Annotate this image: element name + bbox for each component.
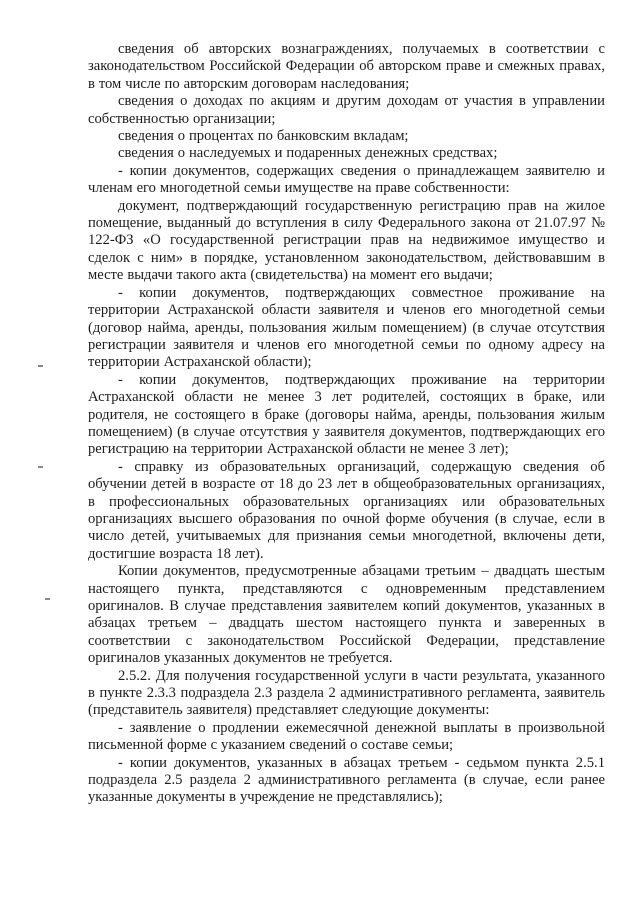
margin-mark — [38, 466, 43, 468]
paragraph-document-copies: - копии документов, указанных в абзацах третьем - седьмом пункта 2.5.1 подраздела 2.5 раздела 2 административного регламента (в случае, если ранее указанные документы в учреждение не представлялись); — [88, 754, 605, 806]
paragraph-three-year-residence: - копии документов, подтверждающих проживание на территории Астраханской области не менее 3 лет родителей, состоящих в браке, или родителя, не состоящего в браке (договоры найма, аренды, пользования жилым помещением) (в случае отсутствия у заявителя документов, подтверждающих его регистрацию на территории Астраханской области не менее 3 лет); — [88, 371, 605, 458]
paragraph-section-2-5-2: 2.5.2. Для получения государственной услуги в части результата, указанного в пункте 2.3.3 подраздела 2.3 раздела 2 административного регламента, заявитель (представитель заявителя) представляет следующие документы: — [88, 667, 605, 719]
margin-mark — [45, 598, 50, 600]
paragraph-copies-originals: Копии документов, предусмотренные абзацами третьим – двадцать шестым настоящего пункта, представляются с одновременным представлением оригиналов. В случае представления заявителем копий документов, указанных в абзацах третьем – двадцать шестом настоящего пункта и заверенных в соответствии с законодательством Российской Федерации, представление оригиналов указанных документов не требуется. — [88, 563, 605, 667]
paragraph-education-certificate: - справку из образовательных организаций, содержащую сведения об обучении детей в возрасте от 18 до 23 лет в общеобразовательных организациях, в профессиональных образовательных организациях или образовательных организациях высшего образования по очной форме обучения (в случае, если в число детей, учитываемых для признания семьи многодетной, включены дети, достигшие возраста 18 лет). — [88, 458, 605, 562]
paragraph-share-income: сведения о доходах по акциям и другим доходам от участия в управлении собственностью организации; — [88, 93, 605, 127]
paragraph-extension-application: - заявление о продлении ежемесячной денежной выплаты в произвольной письменной форме с указанием сведений о составе семьи; — [88, 719, 605, 754]
document-body — [88, 41, 605, 807]
paragraph-property-documents: - копии документов, содержащих сведения о принадлежащем заявителю и членам его многодетной семьи имуществе на праве собственности: — [88, 162, 605, 197]
margin-mark — [38, 365, 43, 367]
paragraph-author-fees: сведения об авторских вознаграждениях, получаемых в соответствии с законодательством Российской Федерации об авторском праве и смежных правах, в том числе по авторским договорам наследования; — [88, 41, 605, 92]
paragraph-inherited-funds: сведения о наследуемых и подаренных денежных средствах; — [118, 145, 498, 162]
paragraph-bank-interest: сведения о процентах по банковским вкладам; — [118, 128, 409, 145]
paragraph-joint-residence: - копии документов, подтверждающих совместное проживание на территории Астраханской области заявителя и членов его многодетной семьи (договор найма, аренды, пользования жилым помещением) (в случае отсутствия регистрации заявителя и членов его многодетной семьи по одному адресу на территории Астраханской области); — [88, 284, 605, 371]
paragraph-housing-registration: документ, подтверждающий государственную регистрацию прав на жилое помещение, выданный до вступления в силу Федерального закона от 21.07.97 № 122-ФЗ «О государственной регистрации прав на недвижимое имущество и сделок с ним» в порядке, установленном законодательством, действовавшим в месте выдачи такого акта (свидетельства) на момент его выдачи; — [88, 197, 605, 284]
